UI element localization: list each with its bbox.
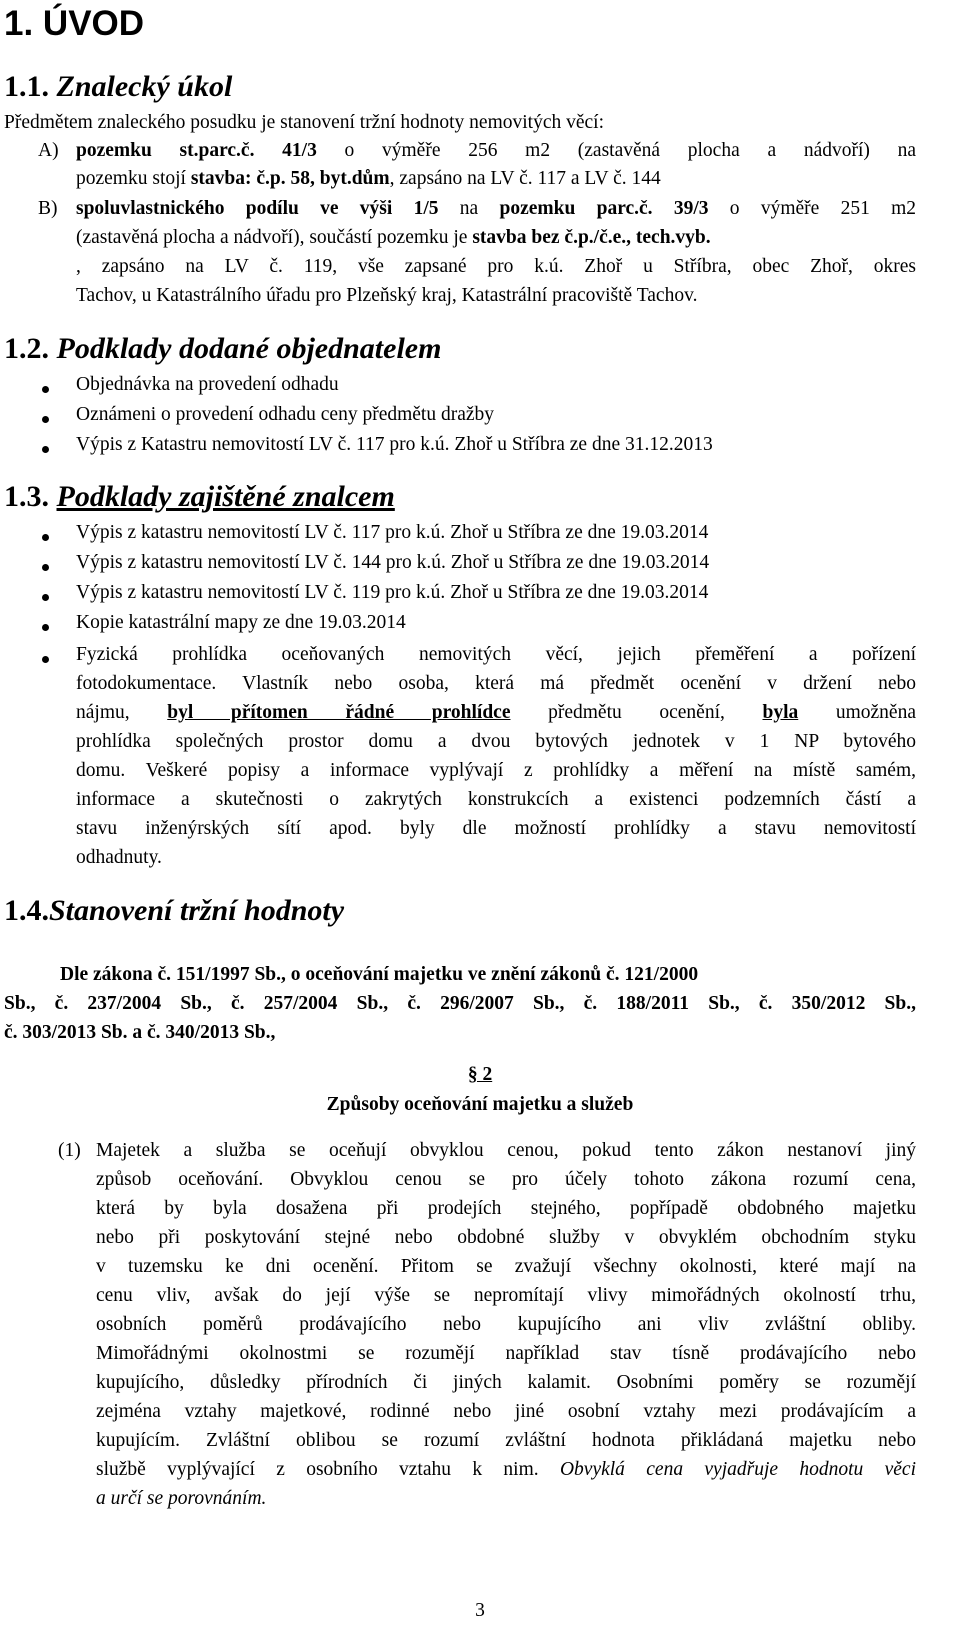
inspection-line: odhadnuty. bbox=[76, 847, 162, 868]
law-reference-line: Dle zákona č. 151/1997 Sb., o oceňování majetku ve znění zákonů č. 121/2000 bbox=[60, 964, 699, 985]
item-a-label: A) bbox=[38, 140, 59, 161]
item-a-line-1: pozemku st.parc.č. 41/3 o výměře 256 m2 (zastavěná plocha a nádvoří) na bbox=[76, 140, 916, 161]
section-title: Znalecký úkol bbox=[56, 70, 233, 103]
list-item: Objednávka na provedení odhadu bbox=[76, 374, 339, 395]
list-item: Výpis z Katastru nemovitostí LV č. 117 pro k.ú. Zhoř u Stříbra ze dne 31.12.2013 bbox=[76, 434, 713, 455]
law-reference-line: č. 303/2013 Sb. a č. 340/2013 Sb., bbox=[4, 1022, 276, 1043]
law-paragraph-line: a určí se porovnáním. bbox=[96, 1488, 267, 1509]
inspection-line: fotodokumentace. Vlastník nebo osoba, která má předmět ocenění v držení nebo bbox=[76, 673, 916, 694]
item-b-line-2: (zastavěná plocha a nádvoří), součástí pozemku je stavba bez č.p./č.e., tech.vyb. bbox=[76, 227, 711, 248]
law-paragraph-line: zejména vztahy majetkové, rodinné nebo jiné osobní vztahy mezi prodávajícím a bbox=[96, 1401, 916, 1422]
section-title: Podklady zajištěné znalcem bbox=[56, 480, 395, 513]
section-title: Stanovení tržní hodnoty bbox=[49, 894, 345, 927]
inspection-line: informace a skutečnosti o zakrytých konstrukcích a existenci podzemních částí a bbox=[76, 789, 916, 810]
bullet-icon bbox=[42, 594, 49, 601]
item-b-line-3: , zapsáno na LV č. 119, vše zapsané pro k.ú. Zhoř u Stříbra, obec Zhoř, okres bbox=[76, 256, 916, 277]
section-number: 1.4. bbox=[4, 894, 49, 927]
section-number: 1.1. bbox=[4, 70, 49, 103]
inspection-line: nájmu, byl přítomen řádné prohlídce předmětu ocenění, byla umožněna bbox=[76, 702, 916, 723]
list-item: Výpis z katastru nemovitostí LV č. 144 pro k.ú. Zhoř u Stříbra ze dne 19.03.2014 bbox=[76, 552, 710, 573]
paragraph-number: (1) bbox=[58, 1140, 81, 1161]
law-paragraph-line: která by byla dosažena při prodejích stejného, popřípadě obdobného majetku bbox=[96, 1198, 916, 1219]
law-paragraph-line: nebo při poskytování stejné nebo obdobné služby v obvyklém obchodním styku bbox=[96, 1227, 916, 1248]
inspection-line: stavu inženýrských sítí apod. byly dle možností prohlídky a stavu nemovitostí bbox=[76, 818, 916, 839]
intro-text: Předmětem znaleckého posudku je stanovení tržní hodnoty nemovitých věcí: bbox=[4, 112, 605, 133]
law-section-title: Způsoby oceňování majetku a služeb bbox=[326, 1094, 634, 1115]
bullet-icon bbox=[42, 386, 49, 393]
law-paragraph-line: cenu vliv, avšak do její výše se nepromítají vlivy mimořádných okolností trhu, bbox=[96, 1285, 916, 1306]
law-paragraph-line: Majetek a služba se oceňují obvyklou cenou, pokud tento zákon nestanoví jiný bbox=[96, 1140, 916, 1161]
law-paragraph-line: kupujícího, důsledky přírodních či jiných kalamit. Osobními poměry se rozumějí bbox=[96, 1372, 916, 1393]
law-paragraph-line: způsob oceňování. Obvyklou cenou se pro účely tohoto zákona rozumí cena, bbox=[96, 1169, 916, 1190]
inspection-line: domu. Veškeré popisy a informace vyplývají z prohlídky a měření na místě samém, bbox=[76, 760, 916, 781]
law-reference-line: Sb., č. 237/2004 Sb., č. 257/2004 Sb., č. 296/2007 Sb., č. 188/2011 Sb., č. 350/2012 Sb., bbox=[4, 993, 916, 1014]
bullet-icon bbox=[42, 534, 49, 541]
bullet-icon bbox=[42, 564, 49, 571]
section-heading-1-2 bbox=[4, 332, 441, 366]
section-heading-1-1 bbox=[4, 70, 232, 104]
bullet-icon bbox=[42, 624, 49, 631]
section-number: 1.2. bbox=[4, 332, 49, 365]
inspection-line: prohlídka společných prostor domu a dvou bytových jednotek v 1 NP bytového bbox=[76, 731, 916, 752]
bullet-icon bbox=[42, 656, 49, 663]
item-a-line-2: pozemku stojí stavba: č.p. 58, byt.dům, zapsáno na LV č. 117 a LV č. 144 bbox=[76, 168, 661, 189]
law-paragraph-line: Mimořádnými okolnostmi se rozumějí například stav tísně prodávajícího nebo bbox=[96, 1343, 916, 1364]
law-paragraph-line: osobních poměrů prodávajícího nebo kupujícího ani vliv zvláštní obliby. bbox=[96, 1314, 916, 1335]
section-number: 1.3. bbox=[4, 480, 49, 513]
section-heading-1-4 bbox=[4, 894, 344, 928]
section-title: Podklady dodané objednatelem bbox=[56, 332, 442, 365]
law-paragraph-line: kupujícím. Zvláštní oblibou se rozumí zvláštní hodnota přikládaná majetku nebo bbox=[96, 1430, 916, 1451]
item-b-line-1: spoluvlastnického podílu ve výši 1/5 na pozemku parc.č. 39/3 o výměře 251 m2 bbox=[76, 198, 917, 219]
list-item: Oznámeni o provedení odhadu ceny předmětu dražby bbox=[76, 404, 495, 425]
list-item: Výpis z katastru nemovitostí LV č. 119 pro k.ú. Zhoř u Stříbra ze dne 19.03.2014 bbox=[76, 582, 709, 603]
list-item: Kopie katastrální mapy ze dne 19.03.2014 bbox=[76, 612, 406, 633]
law-paragraph-line: v tuzemsku ke dni ocenění. Přitom se zvažují všechny okolnosti, které mají na bbox=[96, 1256, 916, 1277]
section-sign: § 2 bbox=[467, 1064, 493, 1085]
item-b-line-4: Tachov, u Katastrálního úřadu pro Plzeňský kraj, Katastrální pracoviště Tachov. bbox=[76, 285, 698, 306]
inspection-line: Fyzická prohlídka oceňovaných nemovitých věcí, jejich přeměření a pořízení bbox=[76, 644, 916, 665]
chapter-heading: 1. ÚVOD bbox=[4, 4, 145, 43]
bullet-icon bbox=[42, 416, 49, 423]
item-b-label: B) bbox=[38, 198, 58, 219]
law-paragraph-line: službě vyplývající z osobního vztahu k nim. Obvyklá cena vyjadřuje hodnotu věci bbox=[96, 1459, 917, 1480]
section-heading-1-3 bbox=[4, 480, 395, 514]
list-item: Výpis z katastru nemovitostí LV č. 117 pro k.ú. Zhoř u Stříbra ze dne 19.03.2014 bbox=[76, 522, 709, 543]
page-number: 3 bbox=[475, 1600, 485, 1621]
bullet-icon bbox=[42, 446, 49, 453]
